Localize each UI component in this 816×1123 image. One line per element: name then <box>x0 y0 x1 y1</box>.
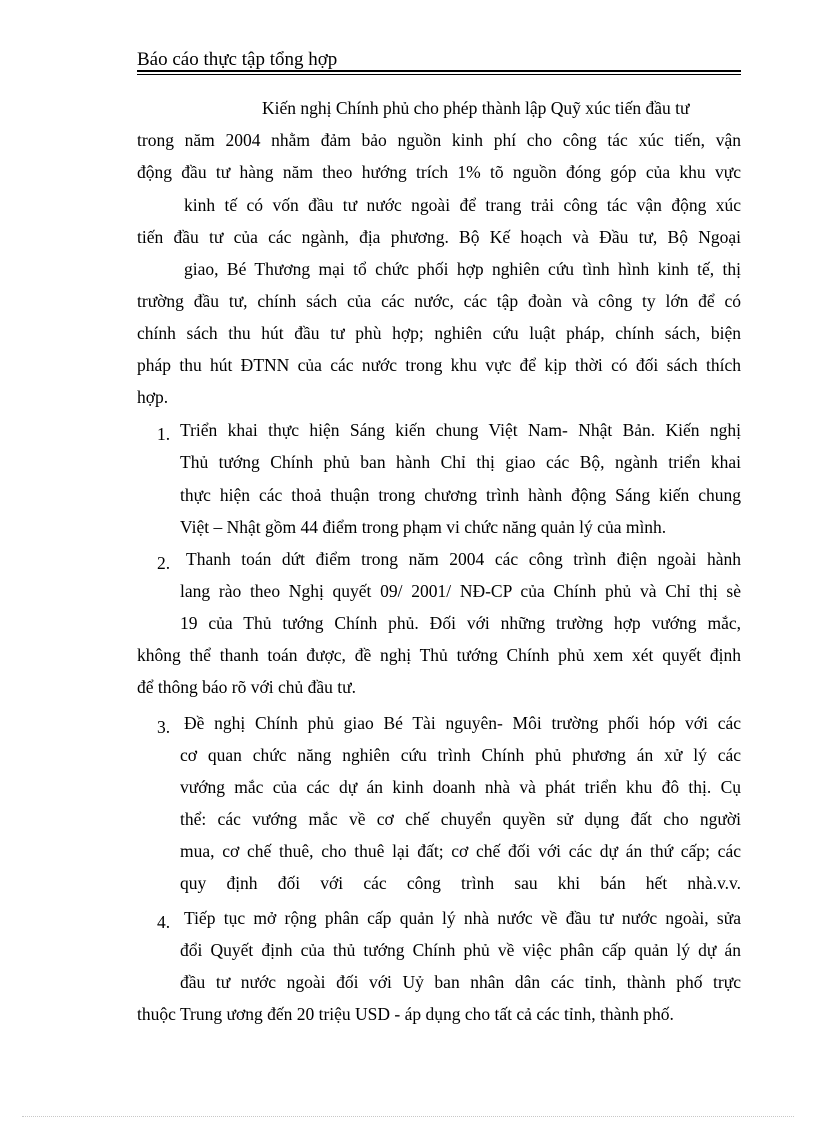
item-line: đầu tư nước ngoài đối với Uỷ ban nhân dân các tỉnh, thành phố trực <box>180 972 741 992</box>
item-line: Tiếp tục mở rộng phân cấp quản lý nhà nước về đầu tư nước ngoài, sửa <box>184 908 741 928</box>
item-line: Thanh toán dứt điểm trong năm 2004 các công trình điện ngoài hành <box>186 549 741 569</box>
item-line: lang rào theo Nghị quyết 09/ 2001/ NĐ-CP của Chính phủ và Chỉ thị sè <box>180 581 741 601</box>
item-line: Việt – Nhật gồm 44 điểm trong phạm vi chức năng quản lý của mình. <box>180 517 667 537</box>
paragraph-line: Kiến nghị Chính phủ cho phép thành lập Quỹ xúc tiến đầu tư <box>262 98 690 118</box>
page-header <box>137 48 741 72</box>
page-bottom-divider <box>22 1116 794 1117</box>
item-line: Thủ tướng Chính phủ ban hành Chỉ thị giao các Bộ, ngành triển khai <box>180 452 741 472</box>
item-line: vướng mắc của các dự án kinh doanh nhà và phát triển khu đô thị. Cụ <box>180 777 741 797</box>
header-title: Báo cáo thực tập tổng hợp <box>137 49 338 70</box>
item-number: 1. <box>157 424 171 444</box>
item-line: không thể thanh toán được, đề nghị Thủ tướng Chính phủ xem xét quyết định <box>137 645 741 665</box>
paragraph-line: giao, Bé Thương mại tổ chức phối hợp nghiên cứu tình hình kinh tế, thị <box>184 259 741 279</box>
item-line: Triển khai thực hiện Sáng kiến chung Việt Nam- Nhật Bản. Kiến nghị <box>180 420 741 440</box>
paragraph-line: hợp. <box>137 387 169 407</box>
paragraph-line: trong năm 2004 nhằm đảm bảo nguồn kinh phí cho công tác xúc tiến, vận <box>137 130 741 150</box>
item-line: cơ quan chức năng nghiên cứu trình Chính phủ phương án xử lý các <box>180 745 741 765</box>
item-number: 3. <box>157 717 171 737</box>
paragraph-line: trường đầu tư, chính sách của các nước, các tập đoàn và công ty lớn để có <box>137 291 741 311</box>
item-line: thuộc Trung ương đến 20 triệu USD - áp dụng cho tất cả các tỉnh, thành phố. <box>137 1004 674 1024</box>
item-line: để thông báo rõ với chủ đầu tư. <box>137 677 356 697</box>
paragraph-line: động đầu tư hàng năm theo hướng trích 1% tõ nguồn đóng góp của khu vực <box>137 162 741 182</box>
item-number: 2. <box>157 553 171 573</box>
item-line: thực hiện các thoả thuận trong chương trình hành động Sáng kiến chung <box>180 485 741 505</box>
paragraph-line: kinh tế có vốn đầu tư nước ngoài để trang trải công tác vận động xúc <box>184 195 741 215</box>
item-line: thể: các vướng mắc về cơ chế chuyển quyền sử dụng đất cho người <box>180 809 741 829</box>
item-line: mua, cơ chế thuê, cho thuê lại đất; cơ chế đối với các dự án thứ cấp; các <box>180 841 741 861</box>
item-number: 4. <box>157 912 171 932</box>
item-line: 19 của Thủ tướng Chính phủ. Đối với những trường hợp vướng mắc, <box>180 613 741 633</box>
paragraph-line: pháp thu hút ĐTNN của các nước trong khu vực để kịp thời có đối sách thích <box>137 355 741 375</box>
paragraph-line: chính sách thu hút đầu tư phù hợp; nghiên cứu luật pháp, chính sách, biện <box>137 323 741 343</box>
paragraph-line: tiến đầu tư của các ngành, địa phương. Bộ Kế hoạch và Đầu tư, Bộ Ngoại <box>137 227 741 247</box>
item-line: Đề nghị Chính phủ giao Bé Tài nguyên- Môi trường phối hóp với các <box>184 713 741 733</box>
item-line: đổi Quyết định của thủ tướng Chính phủ về việc phân cấp quản lý dự án <box>180 940 741 960</box>
item-line: quy định đối với các công trình sau khi bán hết nhà.v.v. <box>180 873 741 893</box>
